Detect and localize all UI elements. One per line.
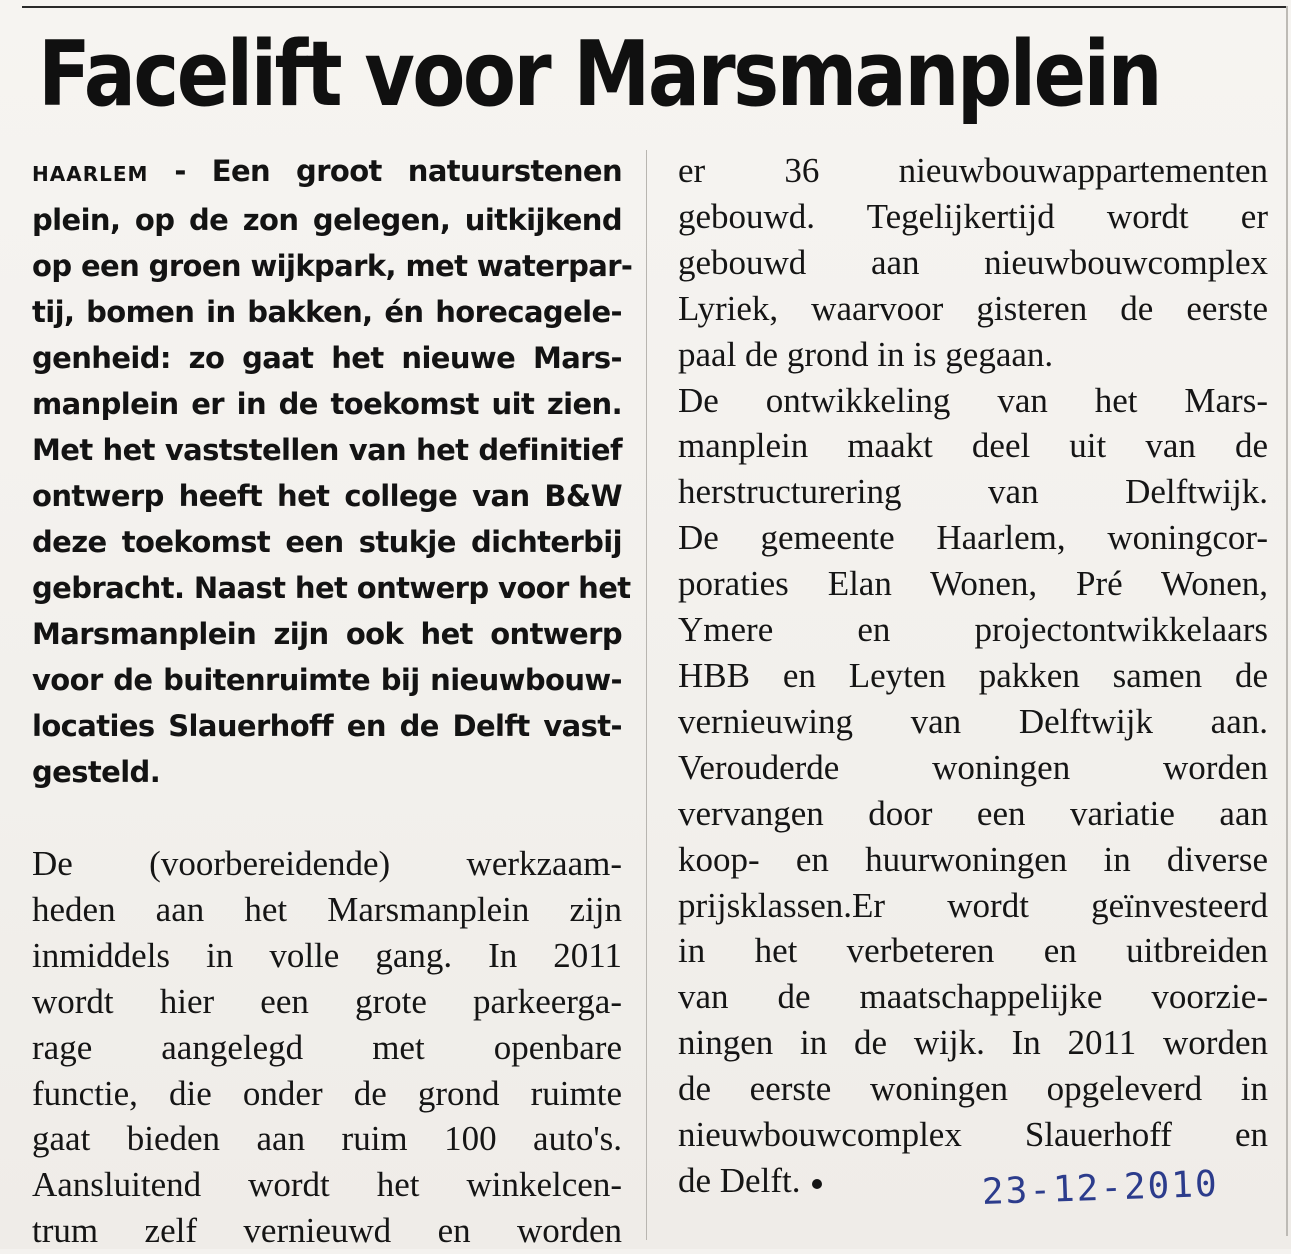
right-column	[678, 148, 1268, 1204]
body-line: wordt hier een grote parkeerga-	[32, 981, 622, 1021]
body-line: Ymere en projectontwikkelaars	[678, 610, 1268, 650]
lead-line: gesteld.	[32, 755, 161, 789]
body-line: De (voorbereidende) werkzaam-	[32, 844, 622, 883]
lead-line: plein, op de zon gelegen, uitkijkend	[32, 203, 622, 237]
body-line: prijsklassen.Er wordt geïnvesteerd	[678, 885, 1268, 925]
dateline-separator: -	[148, 154, 212, 188]
body-line: van de maatschappelijke voorzie-	[678, 977, 1268, 1017]
lead-line	[32, 148, 622, 197]
body-line: herstructurering van Delftwijk.	[678, 472, 1268, 512]
body-line: functie, die onder de grond ruimte	[32, 1073, 622, 1113]
body-line: er 36 nieuwbouwappartementen	[678, 151, 1268, 190]
lead-line: deze toekomst een stukje dichterbij	[32, 525, 622, 559]
body-line: paal de grond in is gegaan.	[678, 334, 1054, 374]
end-of-article-bullet	[812, 1179, 822, 1189]
paragraph-gap	[32, 795, 622, 841]
lead-line: voor de buitenruimte bij nieuwbouw-	[32, 663, 622, 697]
lead-line: manplein er in de toekomst uit zien.	[32, 387, 622, 421]
lead-line: tij, bomen in bakken, én horecagele-	[32, 295, 622, 329]
body-line: Aansluitend wordt het winkelcen-	[32, 1165, 622, 1205]
body-line: gebouwd aan nieuwbouwcomplex	[678, 242, 1268, 282]
top-rule	[22, 6, 1288, 8]
final-line-text: de Delft.	[678, 1160, 801, 1200]
handwritten-date: 23-12-2010	[981, 1163, 1220, 1213]
body-line: ningen in de wijk. In 2011 worden	[678, 1023, 1268, 1063]
body-line: De gemeente Haarlem, woningcor-	[678, 518, 1268, 558]
body-line: trum zelf vernieuwd en worden	[32, 1211, 622, 1251]
body-paragraph-left	[32, 841, 622, 1254]
body-line: HBB en Leyten pakken samen de	[678, 655, 1268, 695]
lead-line-text: Een groot natuurstenen	[211, 154, 622, 188]
body-line: gebouwd. Tegelijkertijd wordt er	[678, 196, 1268, 236]
lead-line: Marsmanplein zijn ook het ontwerp	[32, 617, 622, 651]
dateline: HAARLEM	[32, 162, 149, 186]
body-line: Verouderde woningen worden	[678, 747, 1268, 787]
body-line: de eerste woningen opgeleverd in	[678, 1069, 1268, 1109]
body-line: koop- en huurwoningen in diverse	[678, 839, 1268, 879]
body-line: vervangen door een variatie aan	[678, 793, 1268, 833]
clipping-edge	[1286, 6, 1288, 1236]
body-line: Lyriek, waarvoor gisteren de eerste	[678, 288, 1268, 328]
body-line: heden aan het Marsmanplein zijn	[32, 889, 622, 929]
body-line: vernieuwing van Delftwijk aan.	[678, 701, 1268, 741]
lead-line: ontwerp heeft het college van B&W	[32, 479, 622, 513]
body-line: gaat bieden aan ruim 100 auto's.	[32, 1119, 622, 1159]
body-line: De ontwikkeling van het Mars-	[678, 380, 1268, 420]
left-column	[32, 148, 633, 1254]
column-divider	[646, 150, 647, 1240]
body-line: in het verbeteren en uitbreiden	[678, 931, 1268, 971]
lead-line: Met het vaststellen van het definitief	[32, 433, 622, 467]
body-line: rage aangelegd met openbare	[32, 1027, 622, 1067]
body-line: nieuwbouwcomplex Slauerhoff en	[678, 1115, 1268, 1155]
lead-line: op een groen wijkpark, met waterpar-	[32, 249, 633, 283]
body-line: manplein maakt deel uit van de	[678, 426, 1268, 466]
lead-line: locaties Slauerhoff en de Delft vast-	[32, 709, 622, 743]
lead-line: gebracht. Naast het ontwerp voor het	[32, 571, 631, 605]
lead-line: genheid: zo gaat het nieuwe Mars-	[32, 341, 622, 375]
body-line: inmiddels in volle gang. In 2011	[32, 935, 622, 975]
article-headline: Facelift voor Marsmanplein	[38, 22, 1161, 127]
body-line: poraties Elan Wonen, Pré Wonen,	[678, 564, 1268, 604]
article-lead	[32, 148, 633, 795]
